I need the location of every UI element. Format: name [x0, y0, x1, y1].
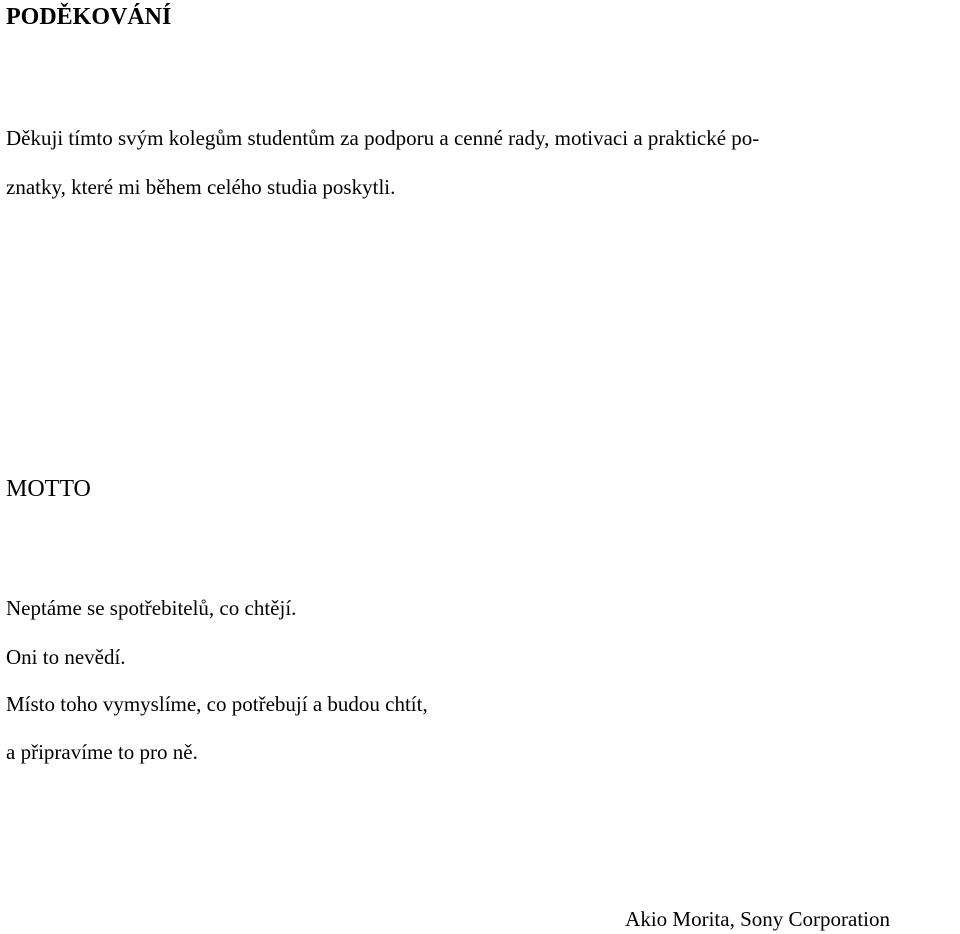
acknowledgement-text-line: znatky, které mi během celého studia poskytli. — [6, 175, 396, 199]
acknowledgement-title: PODĚKOVÁNÍ — [6, 4, 172, 30]
motto-quote-line: a připravíme to pro ně. — [6, 740, 198, 764]
motto-attribution: Akio Morita, Sony Corporation — [625, 907, 890, 931]
motto-quote-line: Neptáme se spotřebitelů, co chtějí. — [6, 596, 297, 620]
motto-quote-line: Oni to nevědí. — [6, 645, 126, 669]
motto-quote-line: Místo toho vymyslíme, co potřebují a budou chtít, — [6, 692, 428, 716]
motto-title: MOTTO — [6, 476, 91, 502]
acknowledgement-text-line: Děkuji tímto svým kolegům studentům za podporu a cenné rady, motivaci a praktické po- — [6, 126, 760, 150]
